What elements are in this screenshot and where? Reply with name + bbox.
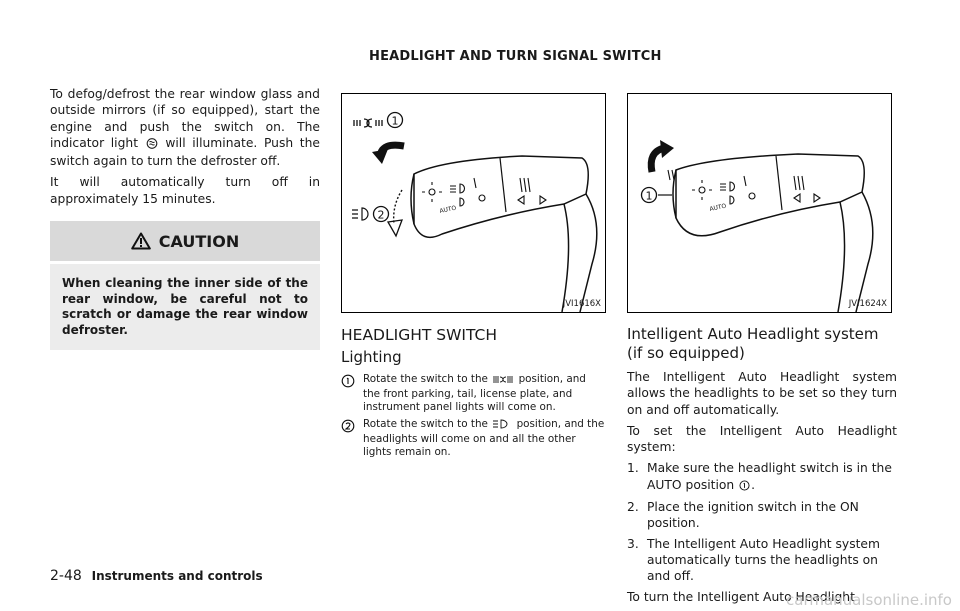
marker-1-icon [642, 188, 657, 203]
svg-text:2: 2 [377, 208, 385, 222]
step-1-icon [341, 373, 363, 414]
turn-off-paragraph: To turn the Intelligent Auto Headlight [627, 589, 855, 604]
lighting-steps [341, 373, 606, 459]
setup-paragraph: To set the Intelligent Auto Headlight system: [627, 423, 897, 455]
list-item: Rotate the switch to the position, and the front parking, tail, license plate, and instrument panel lights will come on. [341, 373, 606, 414]
step-1-icon [739, 479, 750, 495]
setup-steps [627, 460, 897, 584]
svg-text:AUTO: AUTO [438, 204, 457, 215]
list-item: 2. Place the ignition switch in the ON position. [627, 500, 859, 531]
auto-headlight-illustration [628, 94, 891, 312]
section-heading: HEADLIGHT SWITCH [341, 326, 498, 344]
auto-off-paragraph: It will automatically turn off in approximately 15 minutes. [50, 175, 320, 206]
headlight-icon [492, 419, 512, 433]
page-number: 2-48 [50, 568, 82, 584]
watermark: carmanualsonline.info [786, 591, 952, 609]
headlight-switch-figure [341, 93, 606, 313]
caution-title: CAUTION [158, 231, 240, 251]
column-middle [341, 93, 606, 463]
caution-text: When cleaning the inner side of the rear window, be careful not to scratch or damage the rear window defroster. [50, 264, 320, 350]
warning-icon [131, 232, 151, 250]
page-title: HEADLIGHT AND TURN SIGNAL SWITCH [369, 49, 662, 64]
figure-code: JVI1616X [562, 299, 601, 309]
caution-header [50, 221, 320, 261]
defroster-indicator-icon [146, 137, 158, 153]
parking-light-icon [492, 375, 514, 388]
defroster-paragraph: To defog/defrost the rear window glass and outside mirrors (if so equipped), start the engine and push the switch on. The indicator light will illuminate. Push the switch again to turn the defroster off. [50, 87, 320, 169]
marker-2-icon [374, 207, 389, 222]
headlight-icon [352, 208, 368, 220]
list-item: 1. Make sure the headlight switch is in the AUTO position . [627, 460, 897, 495]
column-left [50, 86, 320, 350]
column-right [627, 93, 897, 610]
svg-text:1: 1 [391, 114, 399, 128]
page-footer [50, 568, 263, 584]
caution-box [50, 221, 320, 350]
section-heading: Intelligent Auto Headlight system (if so equipped) [627, 325, 879, 362]
figure-code: JVI1624X [848, 299, 887, 309]
marker-1-icon [388, 113, 403, 128]
list-item: Rotate the switch to the position, and the headlights will come on and all the other lights remain on. [341, 418, 606, 459]
svg-text:AUTO: AUTO [708, 202, 727, 213]
footer-section: Instruments and controls [91, 569, 263, 583]
intro-paragraph: The Intelligent Auto Headlight system allows the headlights to be set so they turn on and off automatically. [627, 370, 897, 417]
list-item: 3. The Intelligent Auto Headlight system automatically turns the headlights on and off. [627, 536, 880, 584]
parking-light-icon [354, 119, 382, 127]
subsection-heading: Lighting [341, 348, 402, 366]
auto-headlight-figure [627, 93, 892, 313]
step-2-icon [341, 418, 363, 459]
svg-text:1: 1 [645, 189, 653, 203]
headlight-switch-illustration [342, 94, 605, 312]
